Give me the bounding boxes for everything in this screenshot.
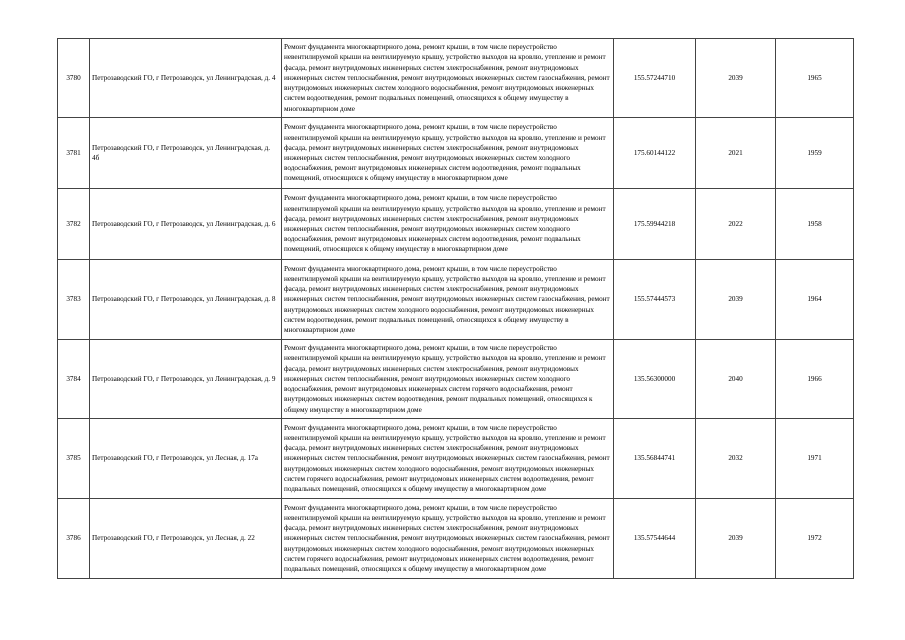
works-cell: Ремонт фундамента многоквартирного дома, ремонт крыши, в том числе переустройство невентилируемой крыши на вентилируемую крышу, устройство выходов на кровлю, утепление и ремонт фасада, ремонт внутридомовых инженерных систем электроснабжения, ремонт внутридомовых инженерных систем теплоснабжения, ремонт внутридомовых инженерных систем газоснабжения, ремонт внутридомовых инженерных систем холодного водоснабжения, ремонт внутридомовых инженерных систем горячего водоснабжения, ремонт внутридомовых инженерных систем водоотведения, ремонт подвальных помещений, относящихся к общему имуществу в многоквартирном доме — [282, 419, 614, 499]
works-cell: Ремонт фундамента многоквартирного дома, ремонт крыши, в том числе переустройство невентилируемой крыши на вентилируемую крышу, устройство выходов на кровлю, утепление и ремонт фасада, ремонт внутридомовых инженерных систем электроснабжения, ремонт внутридомовых инженерных систем теплоснабжения, ремонт внутридомовых инженерных систем холодного водоснабжения, ремонт внутридомовых инженерных систем водоотведения, ремонт подвальных помещений, относящихся к общему имуществу в многоквартирном доме — [282, 118, 614, 189]
planned-year-cell: 2021 — [696, 118, 776, 189]
table-row — [58, 189, 854, 260]
cost-cell: 135.57544644 — [614, 499, 696, 579]
built-year-cell: 1959 — [776, 118, 854, 189]
cost-cell: 135.56300000 — [614, 340, 696, 419]
row-number: 3782 — [58, 189, 90, 260]
works-cell: Ремонт фундамента многоквартирного дома, ремонт крыши, в том числе переустройство невентилируемой крыши на вентилируемую крышу, устройство выходов на кровлю, утепление и ремонт фасада, ремонт внутридомовых инженерных систем электроснабжения, ремонт внутридомовых инженерных систем теплоснабжения, ремонт внутридомовых инженерных систем газоснабжения, ремонт внутридомовых инженерных систем холодного водоснабжения, ремонт внутридомовых инженерных систем водоотведения, ремонт подвальных помещений, относящихся к общему имуществу в многоквартирном доме — [282, 39, 614, 118]
planned-year-cell: 2039 — [696, 39, 776, 118]
cost-cell: 155.57244710 — [614, 39, 696, 118]
planned-year-cell: 2032 — [696, 419, 776, 499]
cost-cell: 175.60144122 — [614, 118, 696, 189]
row-number: 3780 — [58, 39, 90, 118]
address-cell: Петрозаводский ГО, г Петрозаводск, ул Ленинградская, д. 6 — [90, 189, 282, 260]
capital-repair-table — [57, 38, 854, 579]
built-year-cell: 1965 — [776, 39, 854, 118]
planned-year-cell: 2040 — [696, 340, 776, 419]
works-cell: Ремонт фундамента многоквартирного дома, ремонт крыши, в том числе переустройство невентилируемой крыши на вентилируемую крышу, устройство выходов на кровлю, утепление и ремонт фасада, ремонт внутридомовых инженерных систем электроснабжения, ремонт внутридомовых инженерных систем теплоснабжения, ремонт внутридомовых инженерных систем газоснабжения, ремонт внутридомовых инженерных систем холодного водоснабжения, ремонт внутридомовых инженерных систем горячего водоснабжения, ремонт внутридомовых инженерных систем водоотведения, ремонт подвальных помещений, относящихся к общему имуществу в многоквартирном доме — [282, 499, 614, 579]
table-row — [58, 118, 854, 189]
address-cell: Петрозаводский ГО, г Петрозаводск, ул Ленинградская, д. 4 — [90, 39, 282, 118]
built-year-cell: 1966 — [776, 340, 854, 419]
works-cell: Ремонт фундамента многоквартирного дома, ремонт крыши, в том числе переустройство невентилируемой крыши на вентилируемую крышу, устройство выходов на кровлю, утепление и ремонт фасада, ремонт внутридомовых инженерных систем электроснабжения, ремонт внутридомовых инженерных систем теплоснабжения, ремонт внутридомовых инженерных систем газоснабжения, ремонт внутридомовых инженерных систем холодного водоснабжения, ремонт внутридомовых инженерных систем водоотведения, ремонт подвальных помещений, относящихся к общему имуществу в многоквартирном доме — [282, 260, 614, 340]
address-cell: Петрозаводский ГО, г Петрозаводск, ул Ленинградская, д. 9 — [90, 340, 282, 419]
table-row — [58, 419, 854, 499]
table-row — [58, 340, 854, 419]
built-year-cell: 1971 — [776, 419, 854, 499]
built-year-cell: 1958 — [776, 189, 854, 260]
row-number: 3781 — [58, 118, 90, 189]
planned-year-cell: 2039 — [696, 499, 776, 579]
table-row — [58, 260, 854, 340]
address-cell: Петрозаводский ГО, г Петрозаводск, ул Лесная, д. 22 — [90, 499, 282, 579]
planned-year-cell: 2022 — [696, 189, 776, 260]
planned-year-cell: 2039 — [696, 260, 776, 340]
works-cell: Ремонт фундамента многоквартирного дома, ремонт крыши, в том числе переустройство невентилируемой крыши на вентилируемую крышу, устройство выходов на кровлю, утепление и ремонт фасада, ремонт внутридомовых инженерных систем электроснабжения, ремонт внутридомовых инженерных систем теплоснабжения, ремонт внутридомовых инженерных систем холодного водоснабжения, ремонт внутридомовых инженерных систем водоотведения, ремонт подвальных помещений, относящихся к общему имуществу в многоквартирном доме — [282, 189, 614, 260]
row-number: 3785 — [58, 419, 90, 499]
cost-cell: 175.59944218 — [614, 189, 696, 260]
built-year-cell: 1964 — [776, 260, 854, 340]
address-cell: Петрозаводский ГО, г Петрозаводск, ул Лесная, д. 17а — [90, 419, 282, 499]
row-number: 3784 — [58, 340, 90, 419]
row-number: 3786 — [58, 499, 90, 579]
cost-cell: 135.56844741 — [614, 419, 696, 499]
table-row — [58, 39, 854, 118]
table-row — [58, 499, 854, 579]
address-cell: Петрозаводский ГО, г Петрозаводск, ул Ленинградская, д. 8 — [90, 260, 282, 340]
built-year-cell: 1972 — [776, 499, 854, 579]
cost-cell: 155.57444573 — [614, 260, 696, 340]
works-cell: Ремонт фундамента многоквартирного дома, ремонт крыши, в том числе переустройство невентилируемой крыши на вентилируемую крышу, устройство выходов на кровлю, утепление и ремонт фасада, ремонт внутридомовых инженерных систем электроснабжения, ремонт внутридомовых инженерных систем теплоснабжения, ремонт внутридомовых инженерных систем холодного водоснабжения, ремонт внутридомовых инженерных систем горячего водоснабжения, ремонт внутридомовых инженерных систем водоотведения, ремонт подвальных помещений, относящихся к общему имуществу в многоквартирном доме — [282, 340, 614, 419]
address-cell: Петрозаводский ГО, г Петрозаводск, ул Ленинградская, д. 4б — [90, 118, 282, 189]
row-number: 3783 — [58, 260, 90, 340]
